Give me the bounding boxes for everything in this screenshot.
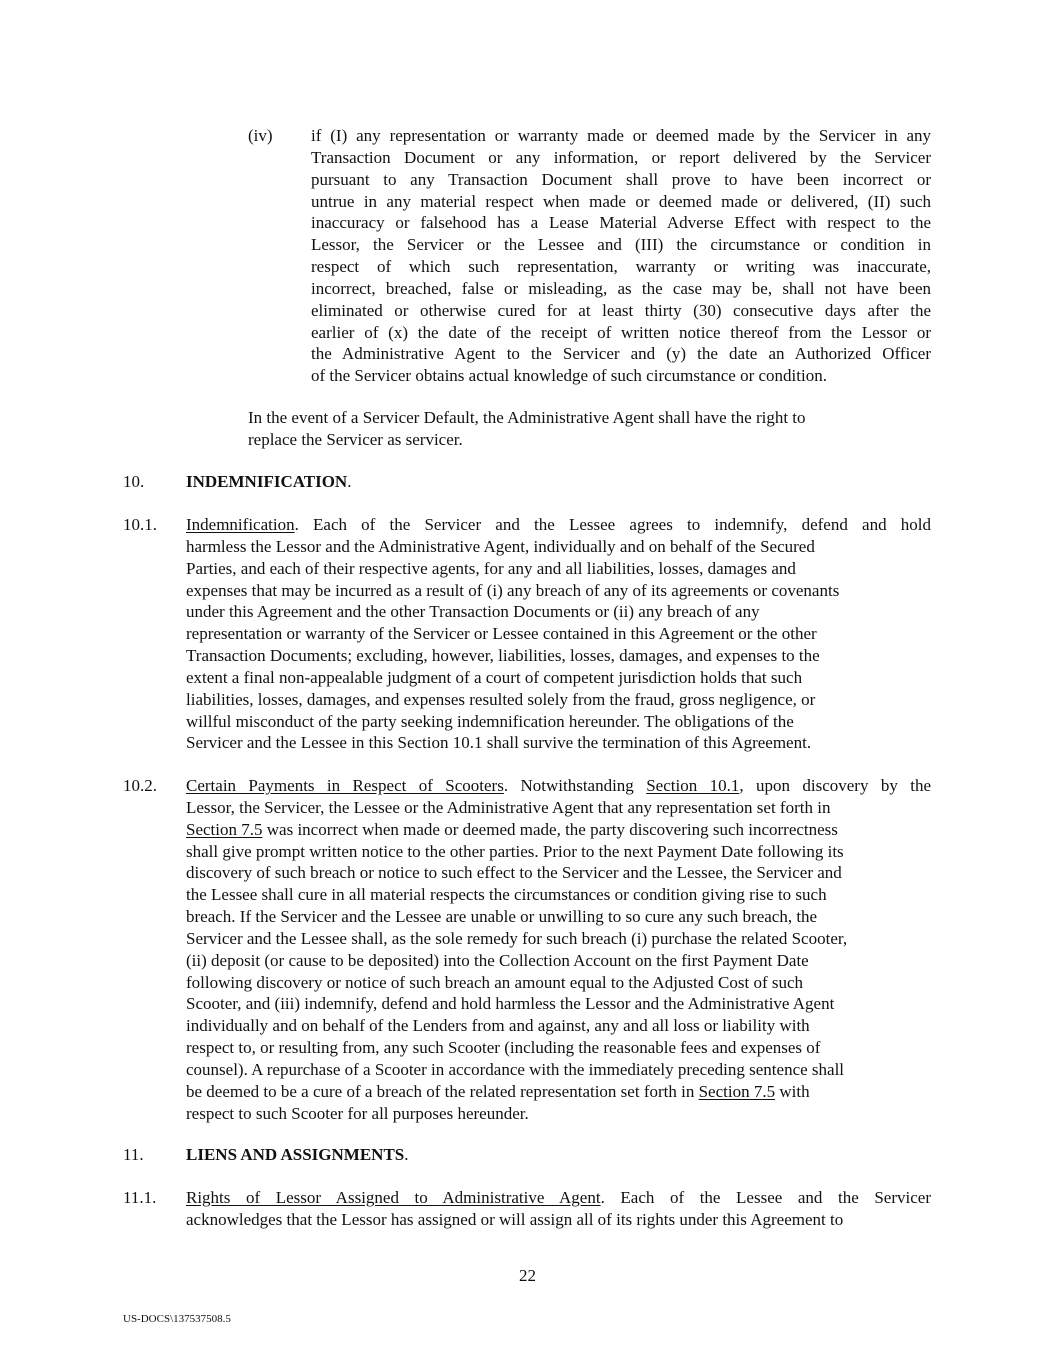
text-line: acknowledges that the Lessor has assigned or will assign all of its rights under this Agreement to: [186, 1209, 844, 1229]
text-span: . Notwithstanding: [503, 776, 647, 795]
section-title: Indemnification: [186, 515, 295, 534]
text-line: following discovery or notice of such breach an amount equal to the Adjusted Cost of such: [186, 972, 804, 992]
text-line: earlier of (x) the date of the receipt of written notice thereof from the Lessor or: [311, 322, 931, 342]
section-reference-link[interactable]: Section 10.1: [646, 776, 740, 795]
text-line: Lessor, the Servicer or the Lessee and (III) the circumstance or condition in: [311, 235, 931, 255]
footer-doc-id: US-DOCS\137537508.5: [123, 1313, 231, 1325]
section-10-1: [186, 514, 931, 754]
text-line: pursuant to any Transaction Document shall prove to have been incorrect or: [311, 169, 931, 189]
text-span: . Each of the Servicer and the Lessee agrees to indemnify, defend and hold: [294, 515, 931, 534]
text-line: In the event of a Servicer Default, the Administrative Agent shall have the right to: [248, 408, 806, 427]
text-line: breach. If the Servicer and the Lessee are unable or unwilling to so cure any such breach, the: [186, 907, 818, 927]
text-span: . Each of the Lessee and the Servicer: [600, 1188, 931, 1207]
text-line: counsel). A repurchase of a Scooter in accordance with the immediately preceding sentence shall: [186, 1059, 845, 1079]
section-title: Certain Payments in Respect of Scooters: [186, 776, 504, 795]
text-span: be deemed to be a cure of a breach of the related representation set forth in: [186, 1081, 699, 1101]
section-10-2: [186, 775, 931, 1125]
text-line: Transaction Documents; excluding, however, liabilities, losses, damages, and expenses to the: [186, 646, 820, 666]
text-line: [186, 819, 931, 841]
text-span: .: [347, 472, 352, 491]
text-span: .: [404, 1145, 409, 1164]
servicer-default-paragraph: [248, 407, 931, 451]
text-line: the Lessee shall cure in all material respects the circumstances or condition giving rise to such: [186, 885, 827, 905]
text-line: eliminated or otherwise cured for at least thirty (30) consecutive days after the: [311, 300, 931, 320]
text-line: incorrect, breached, false or misleading, as the case may be, shall not have been: [311, 278, 931, 298]
text-line: untrue in any material respect when made or deemed made or delivered, (II) such: [311, 191, 931, 211]
text-line: under this Agreement and the other Transaction Documents or (ii) any breach of any: [186, 602, 760, 622]
section-title: Rights of Lessor Assigned to Administrative Agent: [186, 1188, 601, 1207]
text-line: Transaction Document or any information, or report delivered by the Servicer: [311, 147, 931, 167]
text-line: extent a final non-appealable judgment of a court of competent jurisdiction holds that such: [186, 667, 803, 687]
section-10-heading: [186, 471, 931, 493]
text-line: Servicer and the Lessee in this Section 10.1 shall survive the termination of this Agreement.: [186, 733, 812, 753]
text-line: liabilities, losses, damages, and expenses resulted solely from the fraud, gross negligence, or: [186, 689, 816, 709]
page-number: 22: [519, 1266, 536, 1285]
text-line: discovery of such breach or notice to such effect to the Servicer and the Lessee, the Servicer and: [186, 863, 842, 883]
text-line: harmless the Lessor and the Administrative Agent, individually and on behalf of the Secured: [186, 536, 815, 556]
text-line: replace the Servicer as servicer.: [248, 429, 463, 449]
section-11-heading-number: 11.: [123, 1145, 144, 1164]
text-line: respect to, or resulting from, any such Scooter (including the reasonable fees and expenses of: [186, 1038, 821, 1058]
text-line: Parties, and each of their respective agents, for any and all liabilities, losses, damages and: [186, 558, 796, 578]
section-10-1-number: 10.1.: [123, 515, 157, 534]
text-line: the Administrative Agent to the Servicer and (y) the date an Authorized Officer: [311, 344, 931, 364]
text-span: , upon discovery by the: [739, 776, 931, 795]
text-line: Lessor, the Servicer, the Lessee or the Administrative Agent that any representation set forth in: [186, 797, 831, 817]
text-line: [186, 514, 931, 536]
text-line: individually and on behalf of the Lenders from and against, any and all loss or liability with: [186, 1016, 810, 1036]
text-line: willful misconduct of the party seeking indemnification hereunder. The obligations of the: [186, 711, 794, 731]
section-reference-link[interactable]: Section 7.5: [698, 1081, 776, 1101]
section-heading: INDEMNIFICATION: [186, 472, 348, 491]
text-line: [186, 1144, 931, 1166]
clause-iv-number: (iv): [248, 126, 273, 145]
section-11-heading: [186, 1144, 931, 1166]
text-line: shall give prompt written notice to the other parties. Prior to the next Payment Date following its: [186, 841, 844, 861]
section-heading: LIENS AND ASSIGNMENTS: [186, 1145, 405, 1164]
text-line: [186, 775, 931, 797]
text-line: respect of which such representation, warranty or writing was inaccurate,: [311, 257, 931, 277]
text-line: representation or warranty of the Servicer or Lessee contained in this Agreement or the other: [186, 624, 817, 644]
text-line: respect to such Scooter for all purposes hereunder.: [186, 1103, 529, 1123]
text-line: [186, 1187, 931, 1209]
text-line: expenses that may be incurred as a result of (i) any breach of any of its agreements or covenants: [186, 580, 840, 600]
text-line: [186, 471, 931, 493]
clause-iv: [311, 125, 931, 387]
section-11-1: [186, 1187, 931, 1231]
section-11-1-number: 11.1.: [123, 1188, 157, 1207]
section-reference-link[interactable]: Section 7.5: [186, 819, 263, 839]
text-line: of the Servicer obtains actual knowledge of such circumstance or condition.: [311, 366, 827, 386]
section-10-heading-number: 10.: [123, 472, 145, 491]
text-span: was incorrect when made or deemed made, the party discovering such incorrectness: [262, 819, 838, 839]
text-line: Scooter, and (iii) indemnify, defend and hold harmless the Lessor and the Administrative Agent: [186, 994, 835, 1014]
section-10-2-number: 10.2.: [123, 776, 157, 795]
text-line: Servicer and the Lessee shall, as the sole remedy for such breach (i) purchase the related Scooter,: [186, 928, 848, 948]
text-line: if (I) any representation or warranty made or deemed made by the Servicer in any: [311, 126, 931, 145]
text-line: [186, 1081, 931, 1103]
text-line: (ii) deposit (or cause to be deposited) into the Collection Account on the first Payment Date: [186, 950, 809, 970]
text-line: inaccuracy or falsehood has a Lease Material Adverse Effect with respect to the: [311, 213, 931, 233]
text-span: with: [775, 1081, 810, 1101]
